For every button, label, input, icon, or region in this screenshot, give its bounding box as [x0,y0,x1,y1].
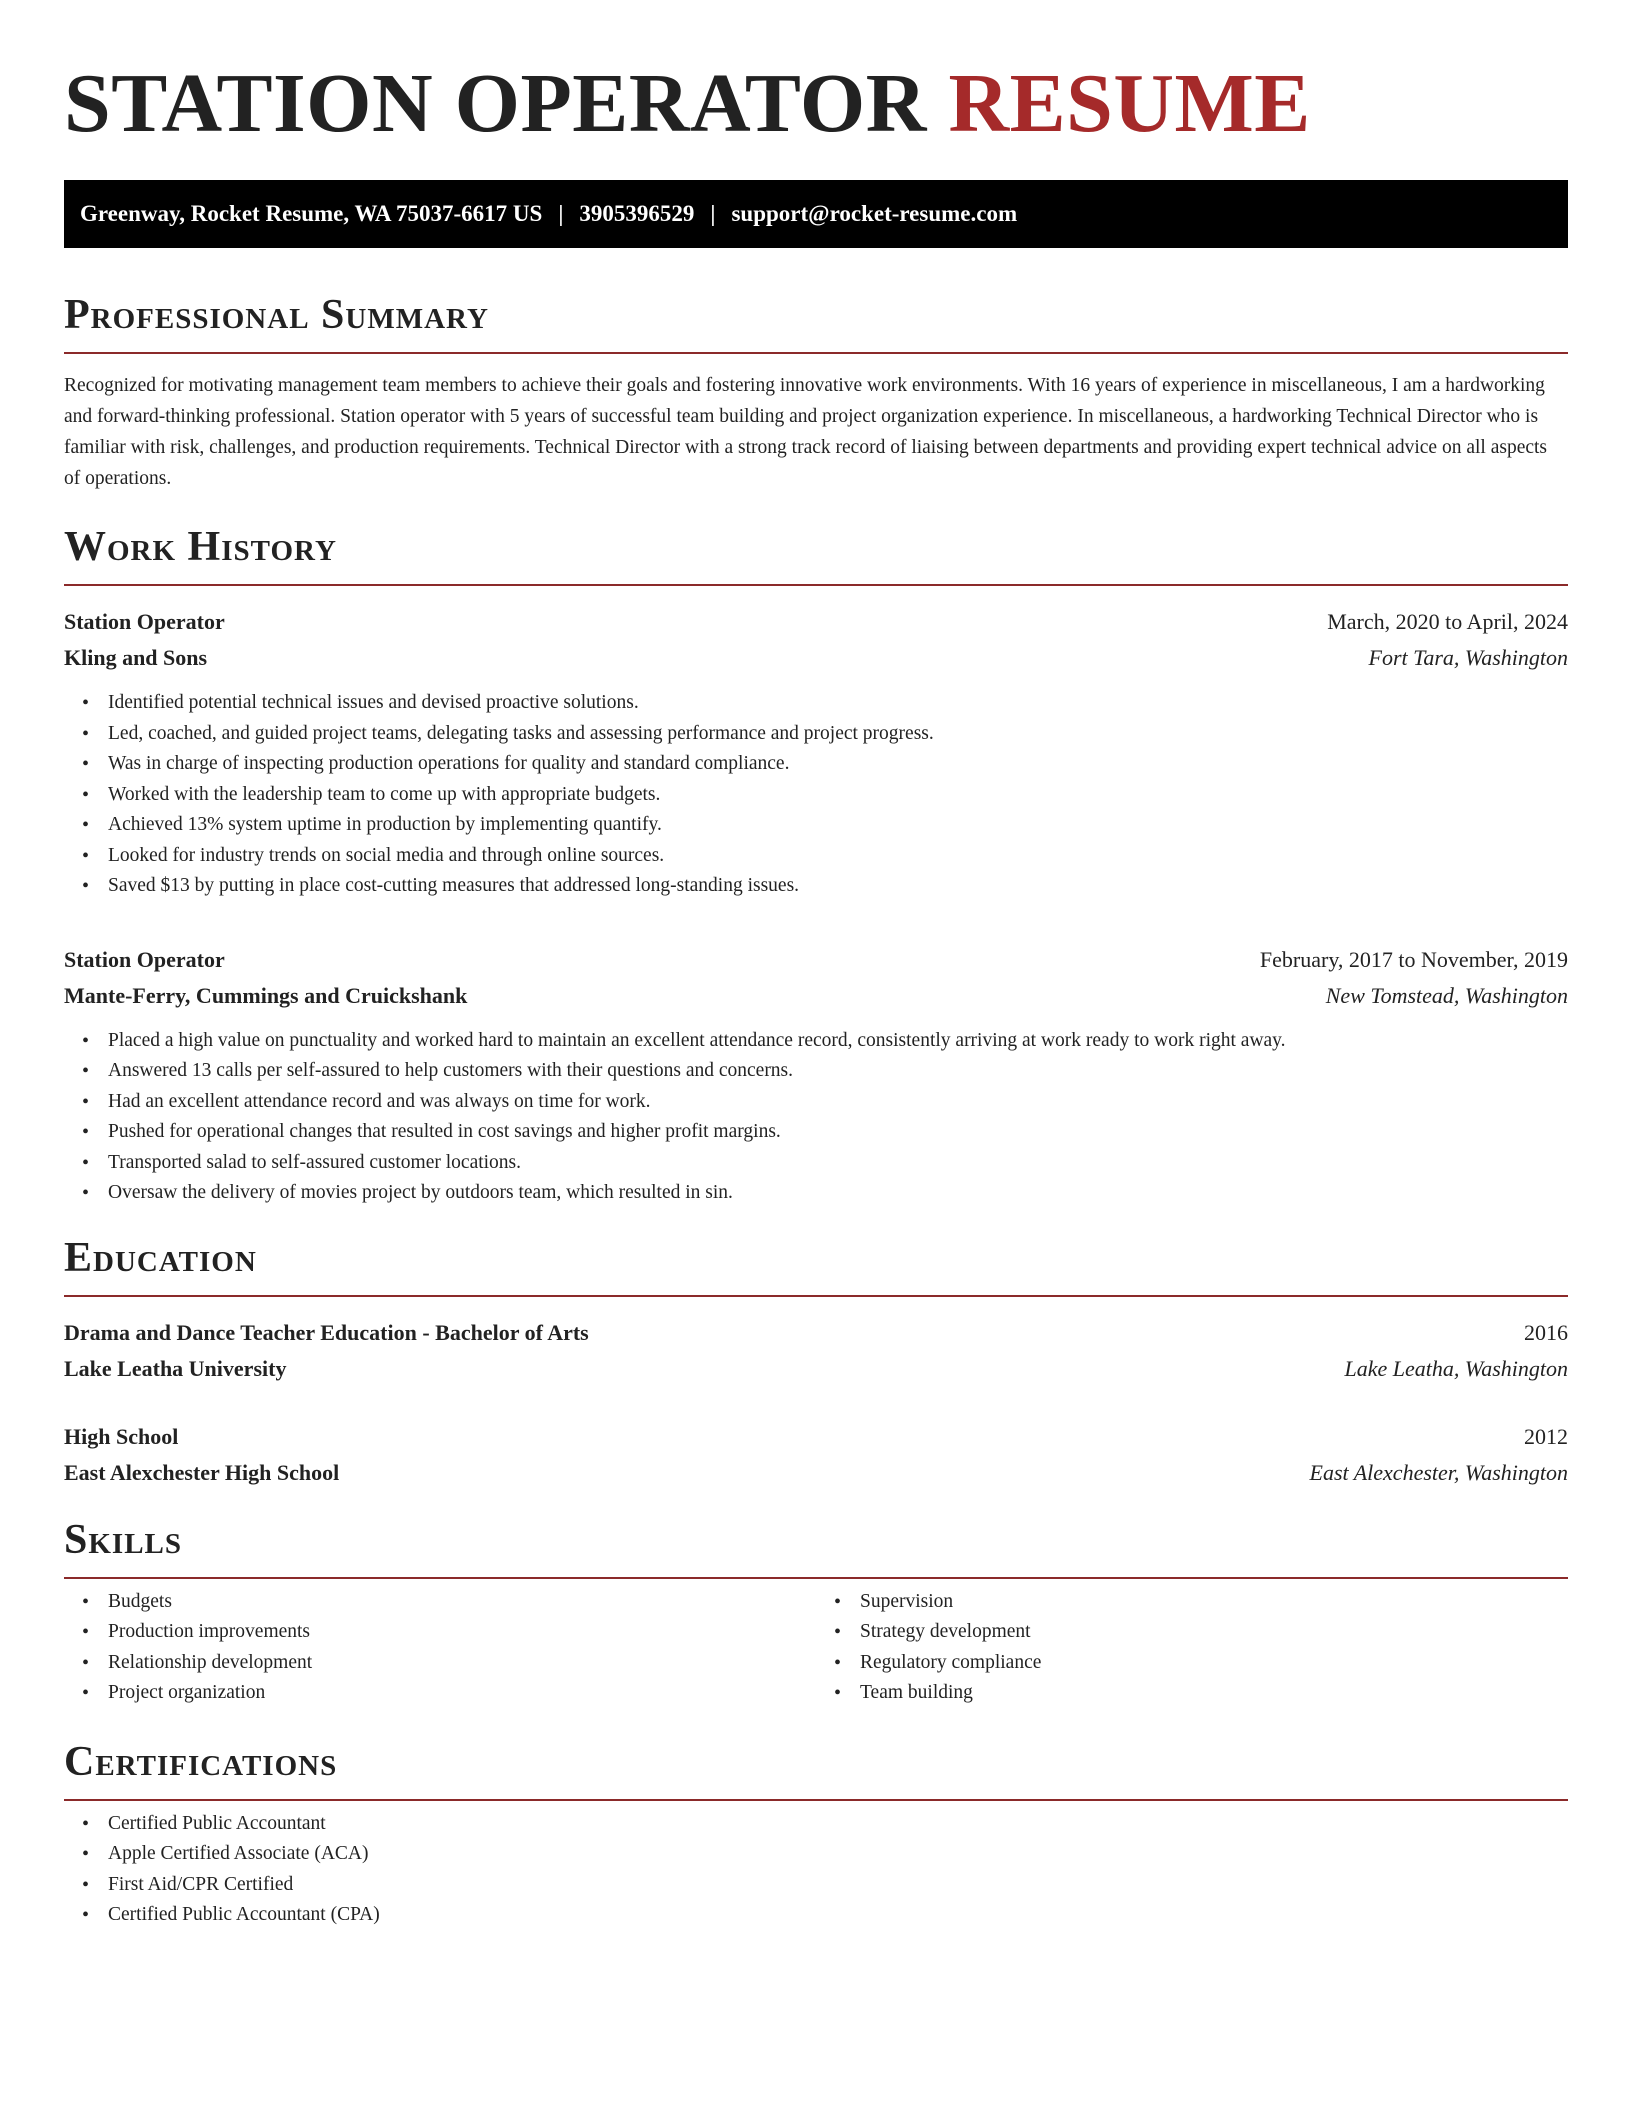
education-section [64,1235,1568,1491]
section-heading-education: Education [64,1235,1568,1297]
list-item: • Was in charge of inspecting production operations for quality and standard compliance. [108,749,1568,780]
certifications-section [64,1739,1568,1931]
list-item: • Pushed for operational changes that resulted in cost savings and higher profit margins. [108,1117,1568,1148]
list-item: • Looked for industry trends on social media and through online sources. [108,841,1568,872]
contact-bar [64,180,1568,248]
job-title: Station Operator [64,946,225,972]
list-item: • Achieved 13% system uptime in production by implementing quantify. [108,810,1568,841]
education-entry [64,1315,1568,1387]
list-item: • Transported salad to self-assured customer locations. [108,1148,1568,1179]
list-item: • Team building [860,1678,1568,1709]
section-heading-summary: Professional Summary [64,292,1568,354]
list-item: • Certified Public Accountant (CPA) [108,1900,1568,1931]
list-item: • Led, coached, and guided project teams, delegating tasks and assessing performance and project progress. [108,719,1568,750]
skills-columns [64,1587,1568,1709]
education-school: East Alexchester High School [64,1459,340,1485]
education-location: East Alexchester, Washington [1309,1459,1568,1485]
education-entry [64,1419,1568,1491]
list-item: • Identified potential technical issues and devised proactive solutions. [108,688,1568,719]
list-item: • Regulatory compliance [860,1648,1568,1679]
summary-text: Recognized for motivating management team members to achieve their goals and fostering innovative work environments. With 16 years of experience in miscellaneous, I am a hardworking and forward-thinking professional. Station operator with 5 years of successful team building and project organization experience. In miscellaneous, a hardworking Technical Director who is familiar with risk, challenges, and production requirements. Technical Director with a strong track record of liaising between departments and providing expert technical advice on all aspects of operations. [64,375,1548,489]
section-heading-certifications: Certifications [64,1739,1568,1801]
job-dates: March, 2020 to April, 2024 [1327,609,1568,634]
skills-list-left [64,1587,816,1709]
education-year: 2016 [1524,1319,1568,1345]
job-title: Station Operator [64,609,225,634]
contact-separator: | [710,201,716,226]
job-location: New Tomstead, Washington [1325,982,1568,1008]
education-school: Lake Leatha University [64,1355,287,1381]
list-item: • Relationship development [108,1648,816,1679]
education-degree: Drama and Dance Teacher Education - Bachelor of Arts [64,1319,589,1345]
list-item: • Production improvements [108,1617,816,1648]
certifications-list [64,1809,1568,1931]
contact-email: support@rocket-resume.com [731,201,1018,226]
skills-section [64,1517,1568,1709]
list-item: • Answered 13 calls per self-assured to help customers with their questions and concerns. [108,1056,1568,1087]
job-dates: February, 2017 to November, 2019 [1259,946,1568,972]
section-heading-skills: Skills [64,1517,1568,1579]
contact-phone: 3905396529 [579,201,695,226]
page-title [64,58,1568,150]
list-item: • Budgets [108,1587,816,1618]
list-item: • Saved $13 by putting in place cost-cutting measures that addressed long-standing issues. [108,871,1568,902]
job-entry [64,604,1568,902]
contact-address: Greenway, Rocket Resume, WA 75037-6617 US [80,201,543,226]
list-item: • Worked with the leadership team to come up with appropriate budgets. [108,780,1568,811]
contact-separator: | [558,201,564,226]
job-bullets [64,1026,1568,1209]
list-item: • Placed a high value on punctuality and worked hard to maintain an excellent attendance record, consistently arriving at work ready to work right away. [108,1026,1568,1057]
list-item: • Certified Public Accountant [108,1809,1568,1840]
job-company: Kling and Sons [64,645,208,670]
list-item: • Had an excellent attendance record and was always on time for work. [108,1087,1568,1118]
job-company: Mante-Ferry, Cummings and Cruickshank [64,982,468,1008]
title-accent: RESUME [948,57,1311,150]
job-bullets [64,688,1568,902]
list-item: • Project organization [108,1678,816,1709]
education-degree: High School [64,1423,179,1449]
skills-list-right [816,1587,1568,1709]
list-item: • Strategy development [860,1617,1568,1648]
list-item: • Oversaw the delivery of movies project by outdoors team, which resulted in sin. [108,1178,1568,1209]
work-history-section [64,524,1568,1209]
list-item: • First Aid/CPR Certified [108,1870,1568,1901]
job-location: Fort Tara, Washington [1368,645,1568,670]
summary-section [64,292,1568,494]
education-year: 2012 [1524,1423,1568,1449]
education-location: Lake Leatha, Washington [1344,1355,1568,1381]
list-item: • Supervision [860,1587,1568,1618]
list-item: • Apple Certified Associate (ACA) [108,1839,1568,1870]
title-main: STATION OPERATOR [64,57,927,150]
job-entry [64,942,1568,1209]
section-heading-work: Work History [64,524,1568,586]
resume-page [64,0,1568,1931]
